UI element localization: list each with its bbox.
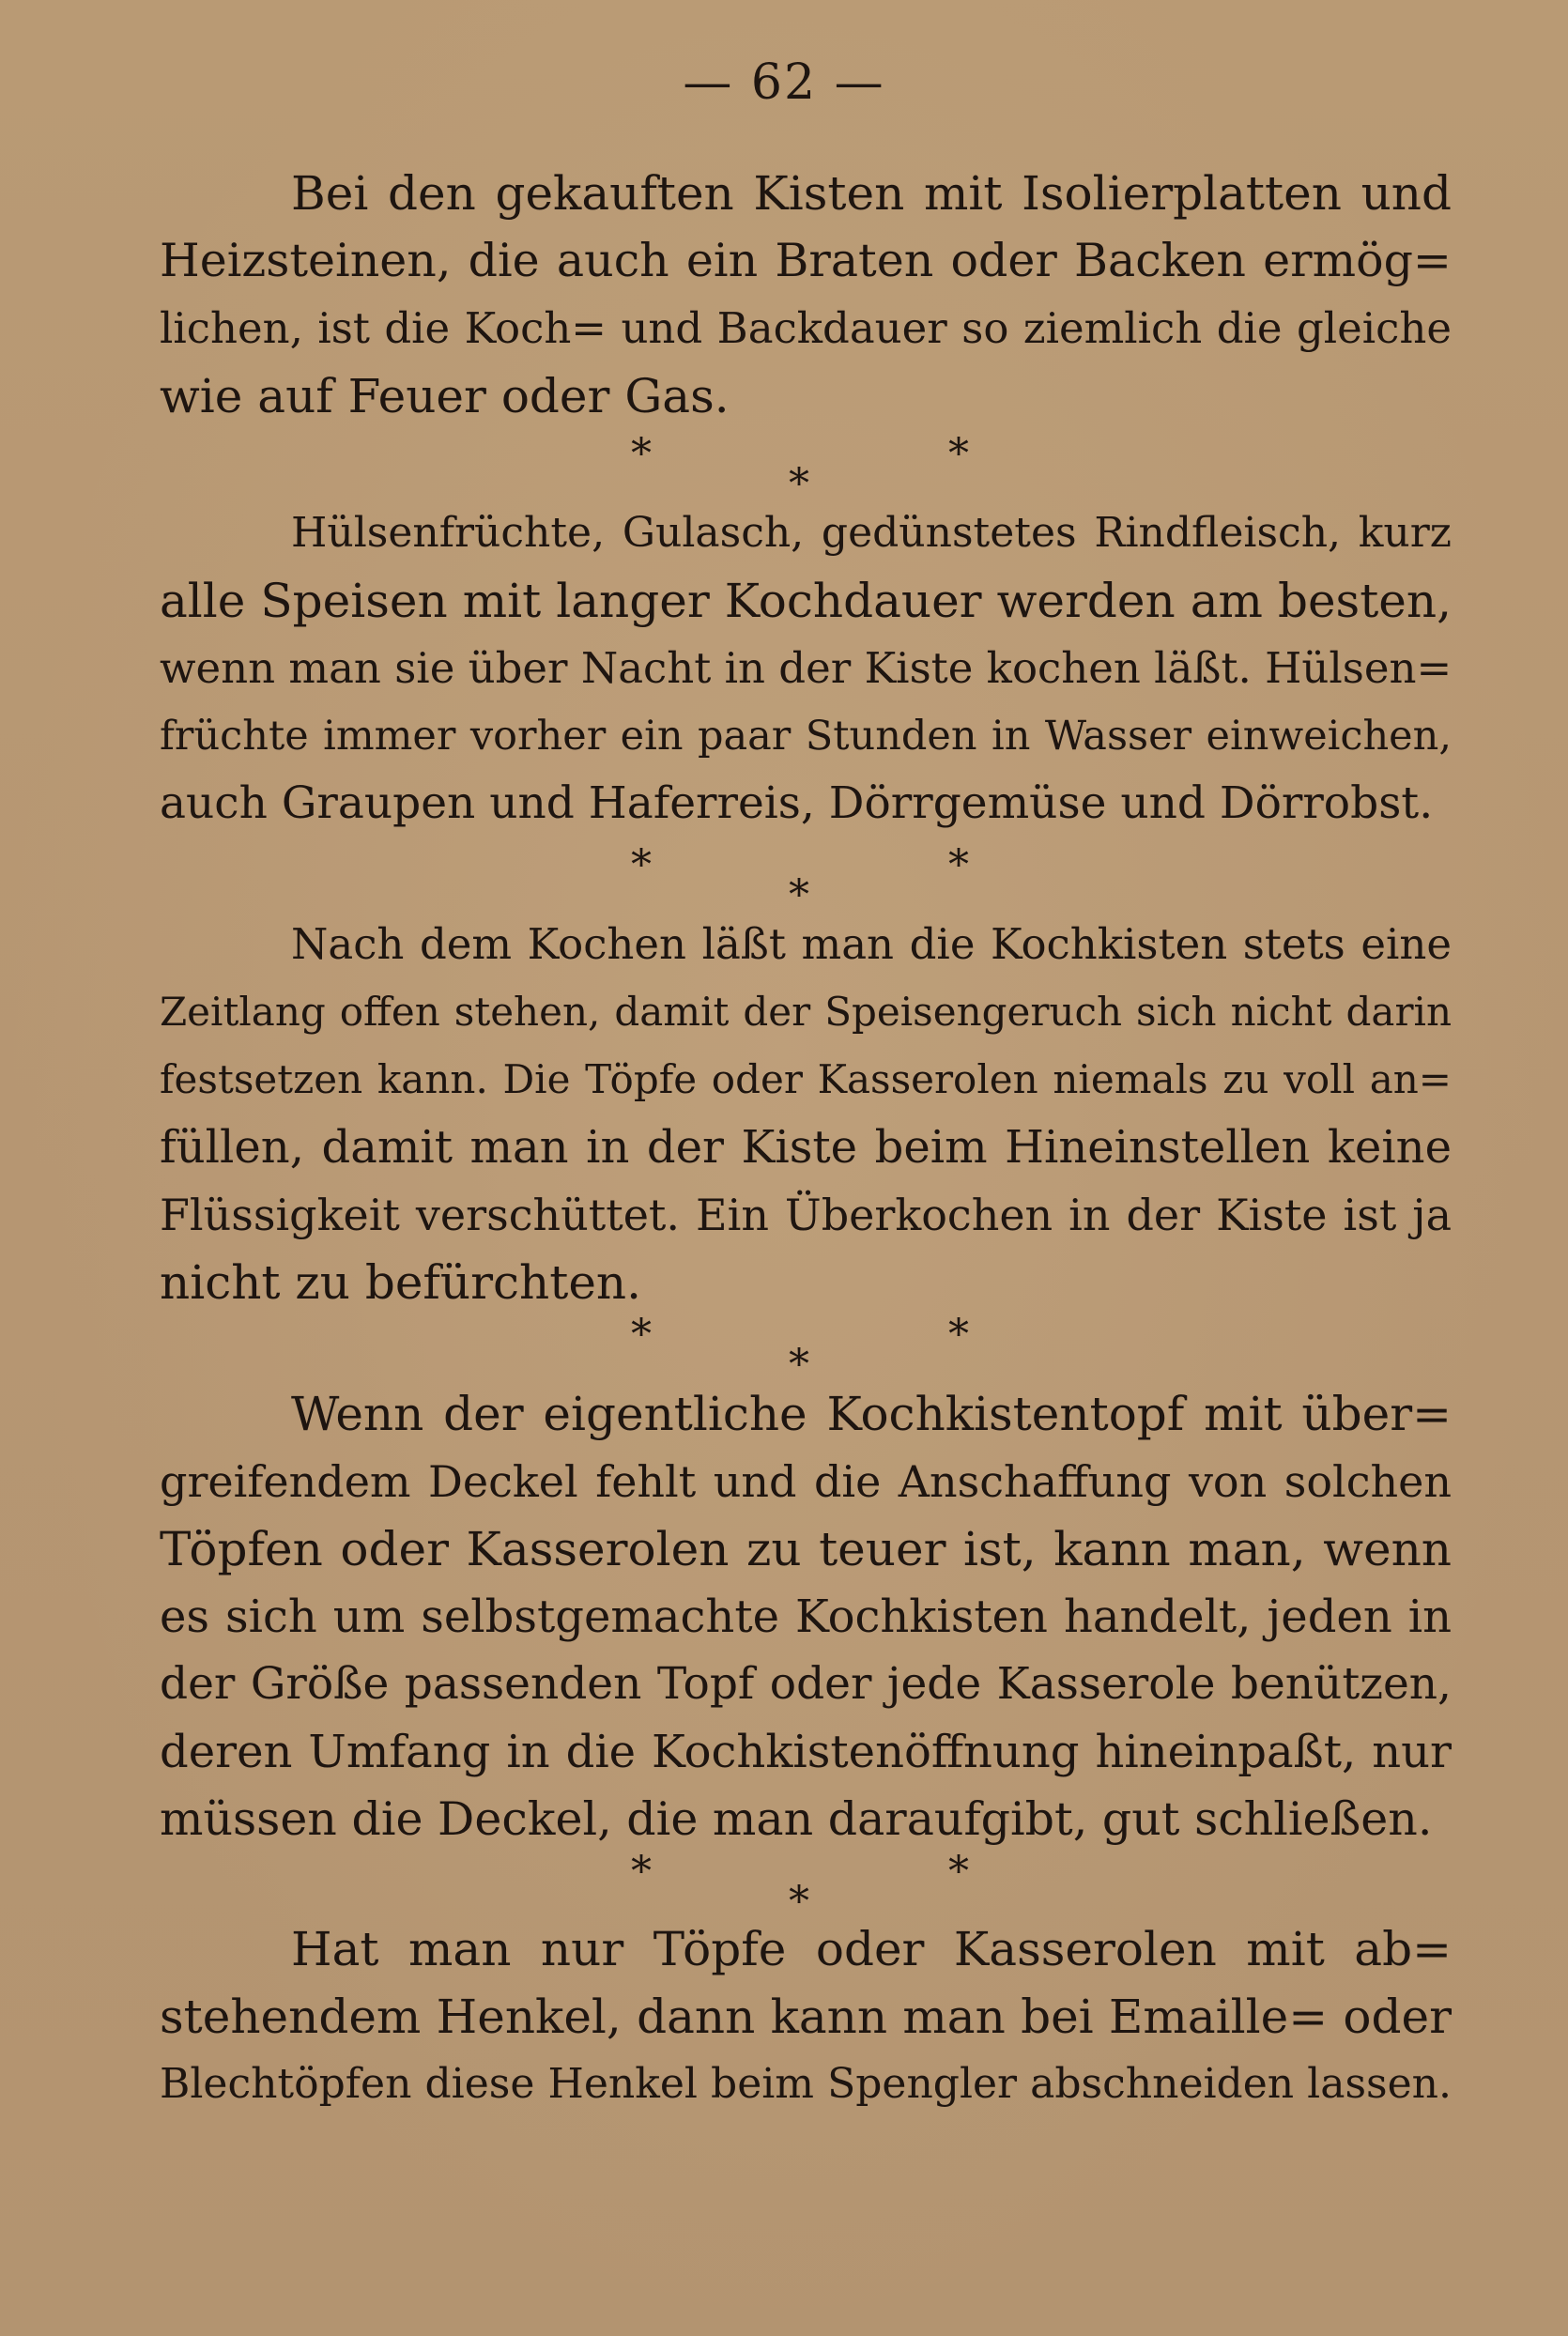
separator-star: * <box>789 1878 809 1926</box>
paragraph-4 <box>160 1380 1452 1853</box>
paragraph-5 <box>160 1915 1452 2118</box>
asterism-separator <box>0 430 1568 509</box>
separator-star: * <box>789 460 809 508</box>
asterism-separator <box>0 1311 1568 1390</box>
text-line: füllen, damit man in der Kiste beim Hineinstellen keine <box>160 1121 1452 1174</box>
text-line: alle Speisen mit langer Kochdauer werden am besten, <box>160 574 1452 628</box>
text-line: der Größe passenden Topf oder jede Kasserole benützen, <box>160 1658 1452 1710</box>
text-line: wenn man sie über Nacht in der Kiste kochen läßt. Hülsen= <box>160 643 1452 693</box>
text-line: Heizsteinen, die auch ein Braten oder Backen ermög= <box>160 234 1452 287</box>
text-line: wie auf Feuer oder Gas. <box>160 369 730 423</box>
text-line: Blechtöpfen diese Henkel beim Spengler abschneiden lassen. <box>160 2060 1452 2108</box>
text-line: deren Umfang in die Kochkistenöffnung hineinpaßt, nur <box>160 1726 1452 1778</box>
text-line: Hülsenfrüchte, Gulasch, gedünstetes Rindfleisch, kurz <box>291 509 1452 557</box>
separator-star: * <box>631 841 652 889</box>
separator-star: * <box>631 430 652 478</box>
text-line: Wenn der eigentliche Kochkistentopf mit über= <box>291 1387 1452 1441</box>
text-line: Töpfen oder Kasserolen zu teuer ist, kann man, wenn <box>160 1522 1452 1576</box>
asterism-separator <box>0 841 1568 920</box>
text-line: müssen die Deckel, die man daraufgibt, gut schließen. <box>160 1792 1433 1846</box>
paragraph-1 <box>160 160 1452 430</box>
paragraph-3 <box>160 911 1452 1316</box>
text-line: es sich um selbstgemachte Kochkisten handelt, jeden in <box>160 1591 1452 1643</box>
separator-star: * <box>631 1311 652 1359</box>
separator-star: * <box>631 1848 652 1896</box>
text-line: nicht zu befürchten. <box>160 1255 642 1310</box>
separator-star: * <box>789 1341 809 1389</box>
separator-star: * <box>948 1848 969 1896</box>
text-line: Nach dem Kochen läßt man die Kochkisten stets eine <box>291 919 1452 969</box>
text-line: stehendem Henkel, dann kann man bei Emaille= oder <box>160 1990 1452 2044</box>
text-line: auch Graupen und Haferreis, Dörrgemüse und Dörrobst. <box>160 777 1434 829</box>
paragraph-2 <box>160 499 1452 838</box>
text-line: Hat man nur Töpfe oder Kasserolen mit ab= <box>291 1922 1452 1976</box>
separator-star: * <box>948 1311 969 1359</box>
separator-star: * <box>948 841 969 889</box>
text-line: festsetzen kann. Die Töpfe oder Kasserolen niemals zu voll an= <box>160 1056 1452 1102</box>
text-line: früchte immer vorher ein paar Stunden in Wasser einweichen, <box>160 713 1452 760</box>
text-line: greifendem Deckel fehlt und die Anschaffung von solchen <box>160 1456 1452 1507</box>
text-line: Bei den gekauften Kisten mit Isolierplatten und <box>291 166 1452 221</box>
text-line: Zeitlang offen stehen, damit der Speisengeruch sich nicht darin <box>160 989 1452 1035</box>
text-line: Flüssigkeit verschüttet. Ein Überkochen in der Kiste ist ja <box>160 1190 1452 1240</box>
text-line: lichen, ist die Koch= und Backdauer so ziemlich die gleiche <box>160 303 1452 353</box>
page-number: — 62 — <box>683 54 885 111</box>
separator-star: * <box>789 871 809 919</box>
separator-star: * <box>948 430 969 478</box>
